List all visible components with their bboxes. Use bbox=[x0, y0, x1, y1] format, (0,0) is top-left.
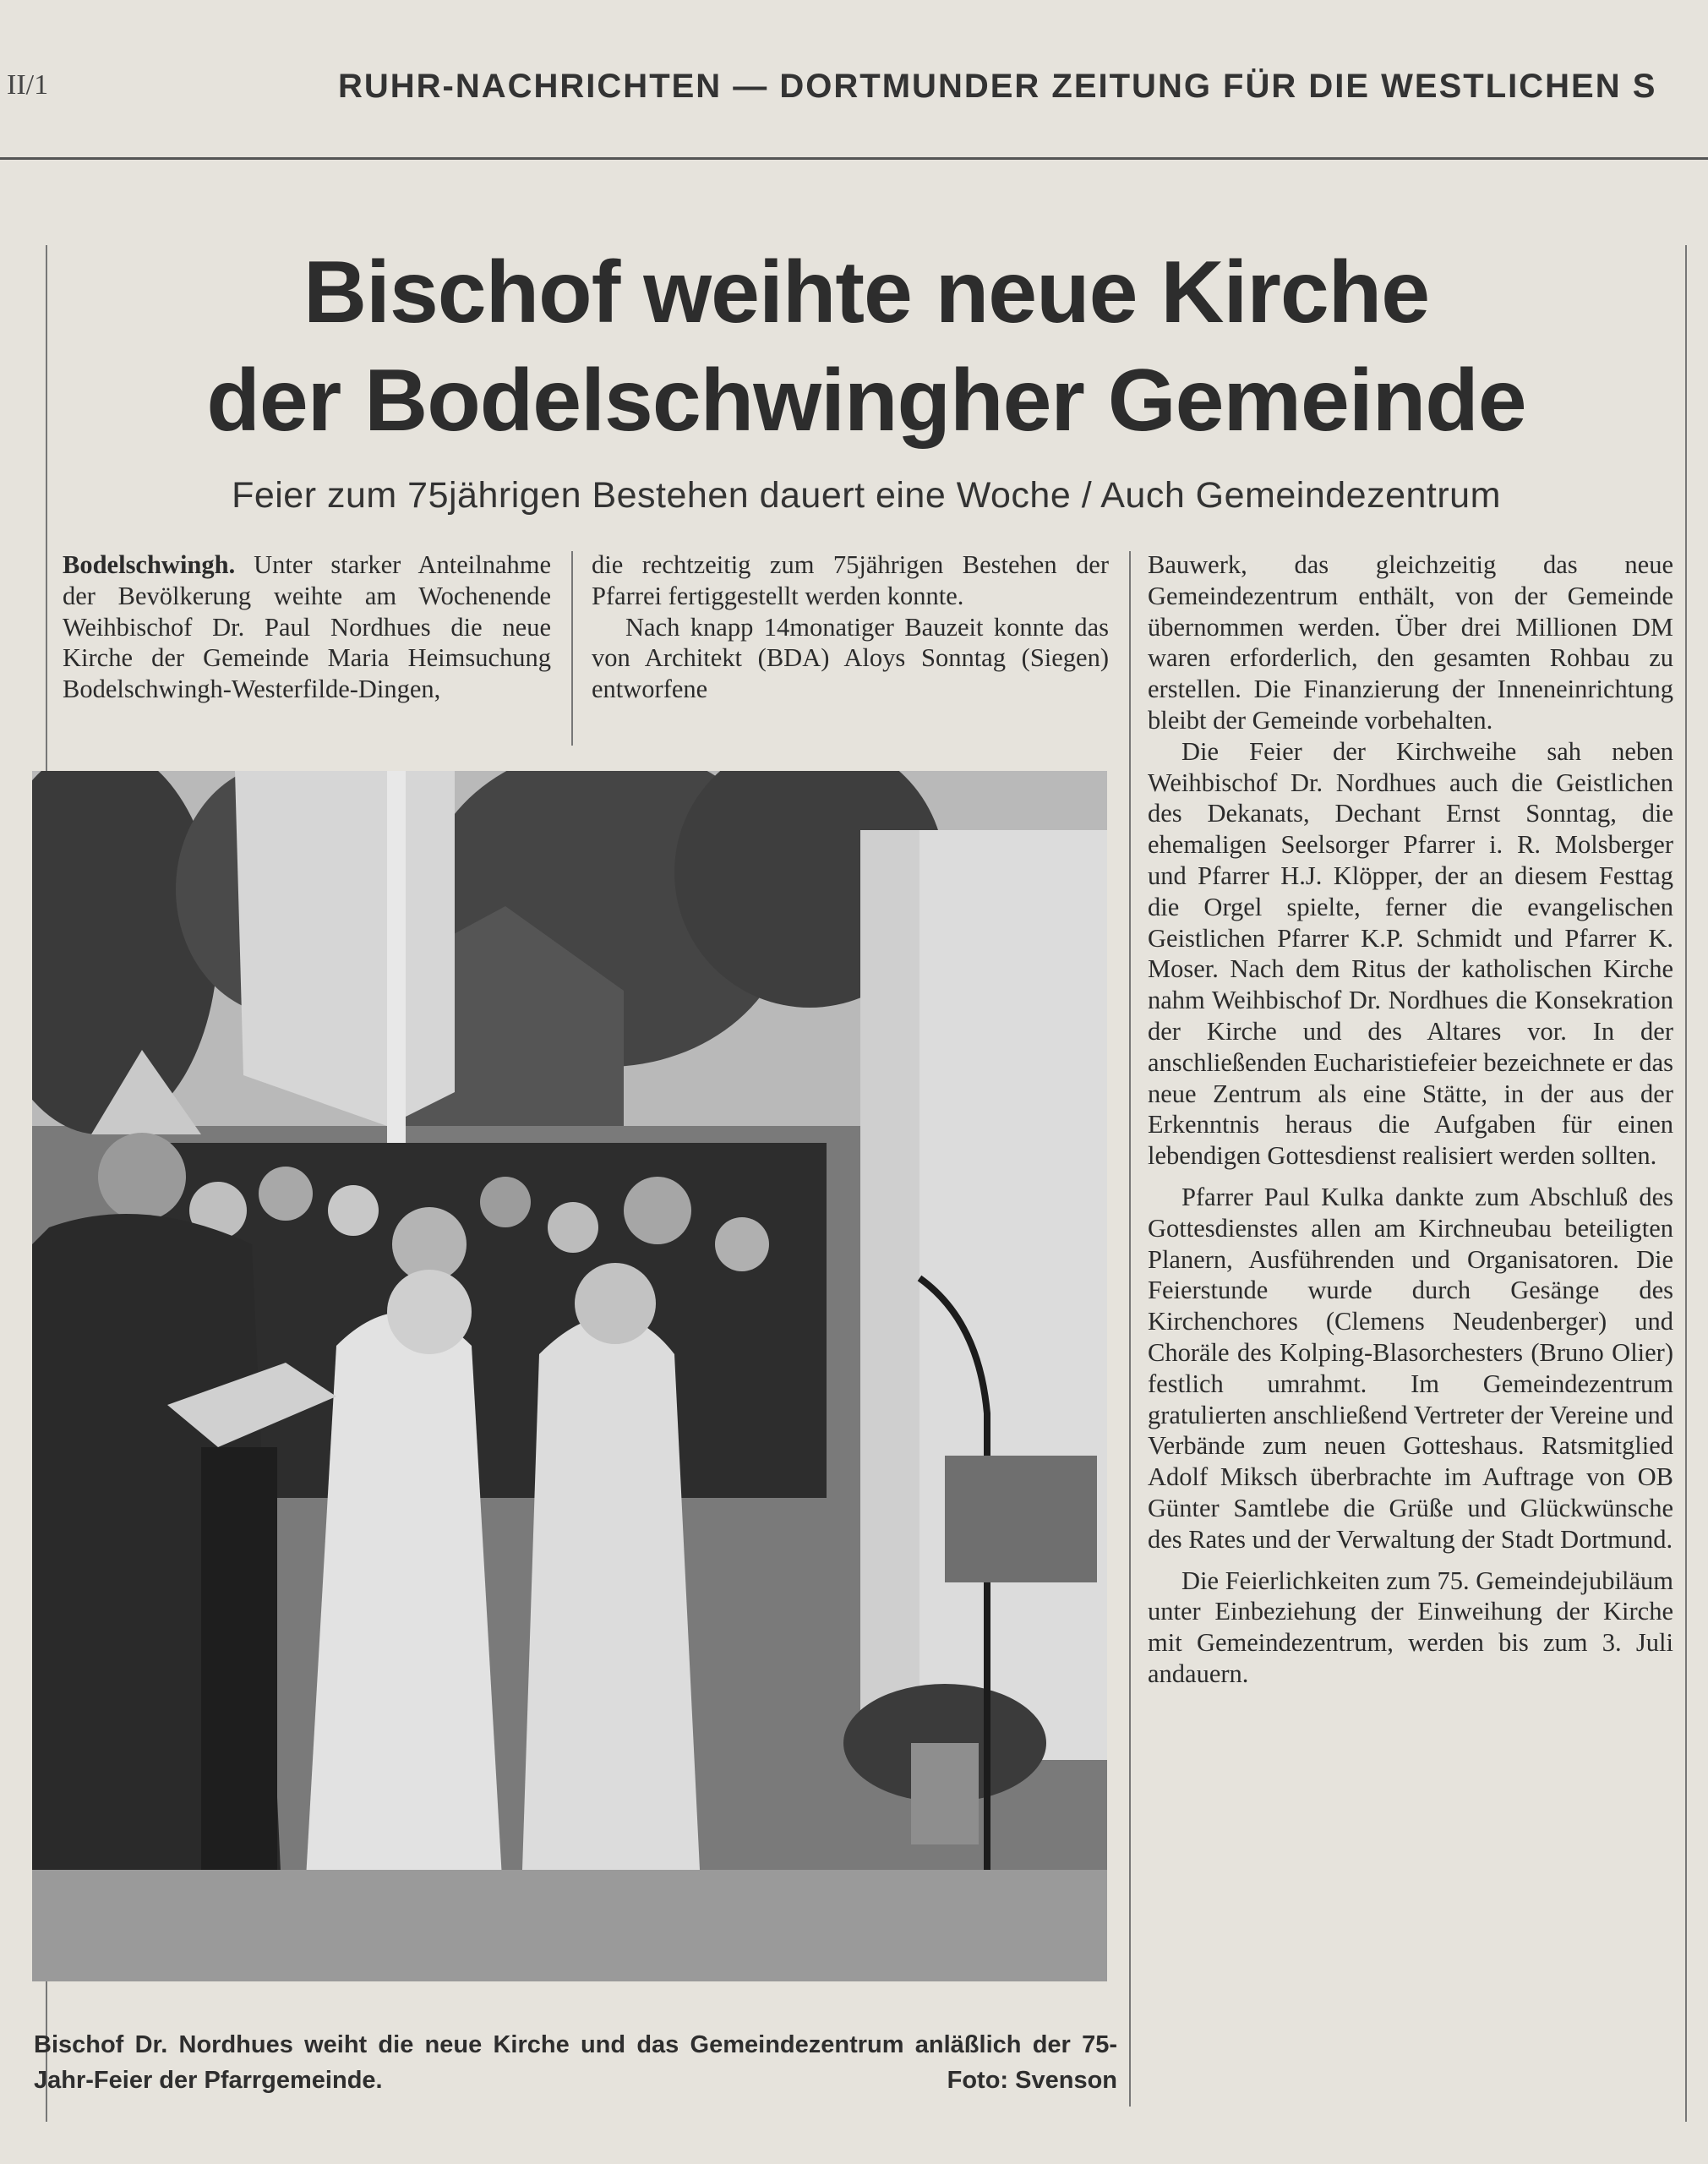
photo-credit: Foto: Svenson bbox=[947, 2067, 1117, 2094]
column-rule bbox=[571, 551, 573, 746]
paragraph-text: Unter starker Anteilnahme der Bevölkerung weihte am Wochenende Weihbischof Dr. Paul Nordhues die neue Kirche der Gemeinde Maria Heimsuchung Bodelschwingh-Westerfilde-Dingen, bbox=[63, 550, 552, 704]
headline-line-2: der Bodelschwingher Gemeinde bbox=[206, 352, 1526, 450]
photo-image bbox=[32, 771, 1107, 1981]
masthead-rule bbox=[0, 157, 1708, 160]
news-photo bbox=[32, 771, 1107, 1981]
caption-text: Bischof Dr. Nordhues weiht die neue Kirche und das Gemeindezentrum anläßlich der 75-Jahr-Feier der Pfarrgemeinde. bbox=[34, 2031, 1117, 2094]
running-head bbox=[0, 66, 1708, 117]
column-rule bbox=[1129, 551, 1131, 2107]
article-column-2 bbox=[592, 549, 1109, 705]
page-number: II/1 bbox=[7, 69, 49, 101]
clipping-edge-right bbox=[1685, 245, 1687, 2122]
article-column-1 bbox=[63, 549, 551, 705]
paragraph: Die Feier der Kirchweihe sah neben Weihbischof Dr. Nordhues auch die Geistlichen des Dekanats, Dechant Ernst Sonntag, die ehemaligen Seelsorger Pfarrer i. R. Molsberger und Pfarrer H.J. Klöpper, der an diesem Festtag die Orgel spielte, ferner die evangelischen Geistlichen Pfarrer K.P. Schmidt und Pfarrer K. Moser. Nach dem Ritus der katholischen Kirche nahm Weihbischof Dr. Nordhues die Konsekration der Kirche und des Altares vor. In der anschließenden Eucharistiefeier bezeichnete er das neue Zentrum als eine Stätte, in der aus der Erkenntnis heraus die Aufgaben für einen lebendigen Gottesdienst realisiert werden sollten. bbox=[1148, 736, 1673, 1171]
paragraph: Pfarrer Paul Kulka dankte zum Abschluß des Gottesdienstes allen am Kirchneubau beteiligten Planern, Ausführenden und Organisatoren. Die Feierstunde wurde durch Gesänge des Kirchenchores (Clemens Neudenberger) und Choräle des Kolping-Blasorchesters (Bruno Olier) festlich umrahmt. Im Gemeindezentrum gratulierten anschließend Vertreter der Vereine und Verbände zum neuen Gotteshaus. Ratsmitglied Adolf Miksch überbrachte im Auftrage von OB Günter Samtlebe die Grüße und Glückwünsche des Rates und der Verwaltung der Stadt Dortmund. bbox=[1148, 1182, 1673, 1554]
dateline: Bodelschwingh. bbox=[63, 550, 236, 579]
paragraph bbox=[63, 549, 551, 705]
masthead: RUHR-NACHRICHTEN — DORTMUNDER ZEITUNG FÜR DIE WESTLICHEN S bbox=[338, 68, 1657, 105]
article-headline bbox=[51, 238, 1682, 455]
paragraph: Bauwerk, das gleichzeitig das neue Gemeindezentrum enthält, von der Gemeinde übernommen werden. Über drei Millionen DM waren erforderlich, den gesamten Rohbau zu erstellen. Die Finanzierung der Inneneinrichtung bleibt der Gemeinde vorbehalten. bbox=[1148, 550, 1673, 735]
headline-line-1: Bischof weihte neue Kirche bbox=[303, 243, 1430, 342]
paragraph: Die Feierlichkeiten zum 75. Gemeindejubiläum unter Einbeziehung der Einweihung der Kirche mit Gemeindezentrum, werden bis zum 3. Juli andauern. bbox=[1148, 1566, 1673, 1688]
article-subheadline: Feier zum 75jährigen Bestehen dauert eine Woche / Auch Gemeindezentrum bbox=[232, 475, 1501, 516]
paragraph: die rechtzeitig zum 75jährigen Bestehen der Pfarrei fertiggestellt werden konnte. bbox=[592, 550, 1109, 610]
article-column-3 bbox=[1148, 549, 1673, 1690]
paragraph: Nach knapp 14monatiger Bauzeit konnte das von Architekt (BDA) Aloys Sonntag (Siegen) entworfene bbox=[592, 612, 1109, 704]
photo-caption bbox=[34, 2027, 1117, 2098]
